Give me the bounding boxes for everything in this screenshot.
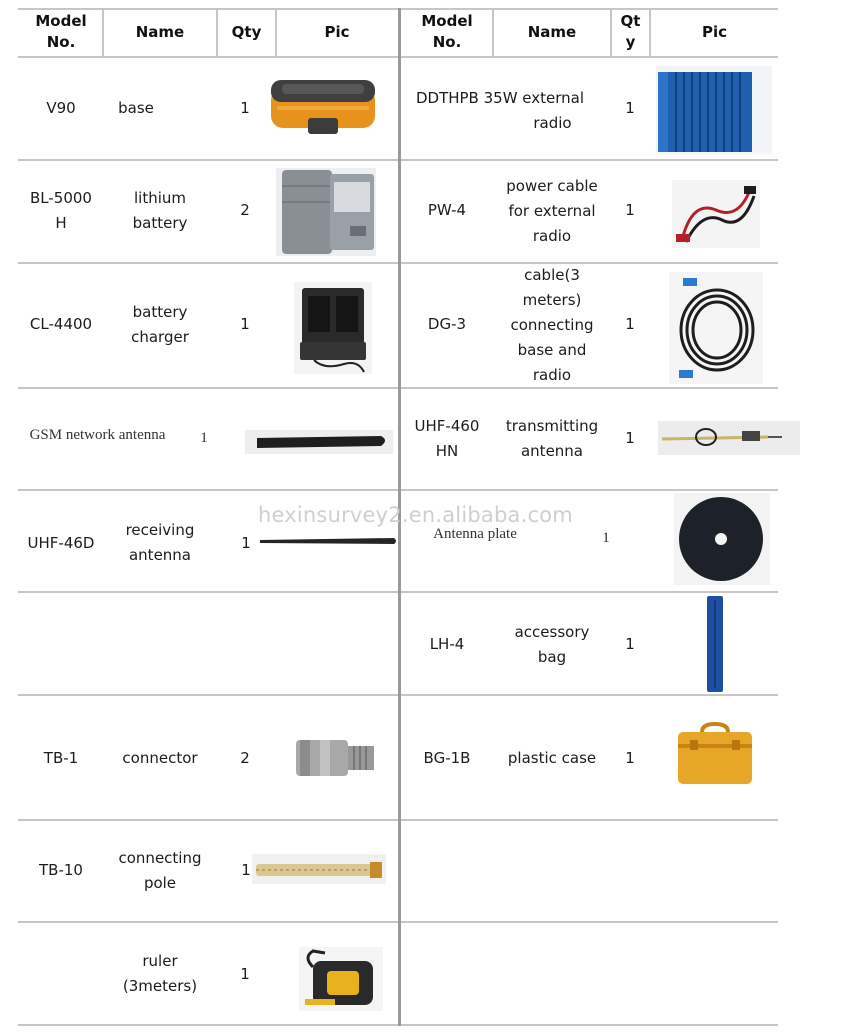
header-model-no: Model No. <box>35 12 87 51</box>
header-name: Name <box>527 23 577 41</box>
item-name: radio <box>533 114 572 132</box>
model-no: UHF-46D <box>27 534 95 552</box>
model-no: DG-3 <box>427 315 467 333</box>
model-no: LH-4 <box>429 635 465 653</box>
item-name: ruler (3meters) <box>122 952 198 995</box>
quantity: 1 <box>200 430 208 446</box>
model-no: TB-1 <box>43 749 79 767</box>
quantity: 1 <box>625 201 635 219</box>
item-name: Antenna plate <box>433 526 517 542</box>
item-name: receiving antenna <box>125 521 195 564</box>
model-no: CL-4400 <box>29 315 93 333</box>
watermark: hexinsurvey2.en.alibaba.com <box>258 503 573 527</box>
quantity: 1 <box>625 635 635 653</box>
item-name: power cable for external radio <box>506 177 598 245</box>
quantity: 1 <box>625 749 635 767</box>
receiving-antenna-icon <box>256 533 400 552</box>
quantity: 2 <box>240 201 250 219</box>
quantity: 1 <box>241 861 251 879</box>
coiled-cable-icon <box>669 272 763 388</box>
model-no: PW-4 <box>427 201 467 219</box>
quantity: 1 <box>625 315 635 333</box>
item-name: plastic case <box>507 749 597 767</box>
item-name: lithium battery <box>132 189 188 232</box>
model-no: V90 <box>46 99 76 117</box>
item-name: battery charger <box>131 303 189 346</box>
accessory-bag-icon <box>706 596 724 696</box>
charger-icon <box>294 282 372 378</box>
quantity: 1 <box>240 99 250 117</box>
tape-ruler-icon <box>299 947 383 1015</box>
connector-icon <box>294 734 378 786</box>
quantity: 2 <box>240 749 250 767</box>
gsm-antenna-icon <box>245 430 393 458</box>
battery-icon <box>274 166 378 262</box>
quantity: 1 <box>241 534 251 552</box>
item-name: connecting pole <box>118 849 202 892</box>
item-name: GSM network antenna <box>29 427 166 443</box>
header-model-no: Model No. <box>421 12 473 51</box>
item-name: cable(3 meters) connecting base and radio <box>510 266 594 384</box>
v90-receiver-icon <box>268 76 378 144</box>
item-name: accessory bag <box>514 623 590 666</box>
model-no: BG-1B <box>423 749 471 767</box>
model-no: UHF-460 HN <box>414 417 480 460</box>
radio-icon <box>656 66 772 158</box>
power-cable-icon <box>672 180 760 252</box>
quantity: 1 <box>625 99 635 117</box>
item-name: transmitting antenna <box>505 417 599 460</box>
antenna-plate-icon <box>674 493 770 589</box>
model-no: BL-5000 H <box>30 189 92 232</box>
header-pic: Pic <box>324 23 350 41</box>
header-qty: Qt y <box>620 12 641 51</box>
transmitting-antenna-icon <box>658 421 800 459</box>
plastic-case-icon <box>674 722 756 792</box>
pole-icon <box>252 854 386 888</box>
quantity: 1 <box>625 429 635 447</box>
quantity: 1 <box>602 530 610 546</box>
header-qty: Qty <box>231 23 262 41</box>
item-name: connector <box>122 749 198 767</box>
quantity: 1 <box>240 315 250 333</box>
item-name: base <box>118 99 154 117</box>
model-no: TB-10 <box>39 861 83 879</box>
header-pic: Pic <box>701 23 728 41</box>
quantity: 1 <box>240 965 250 983</box>
model-no: DDTHPB 35W external <box>415 89 585 107</box>
header-name: Name <box>135 23 185 41</box>
